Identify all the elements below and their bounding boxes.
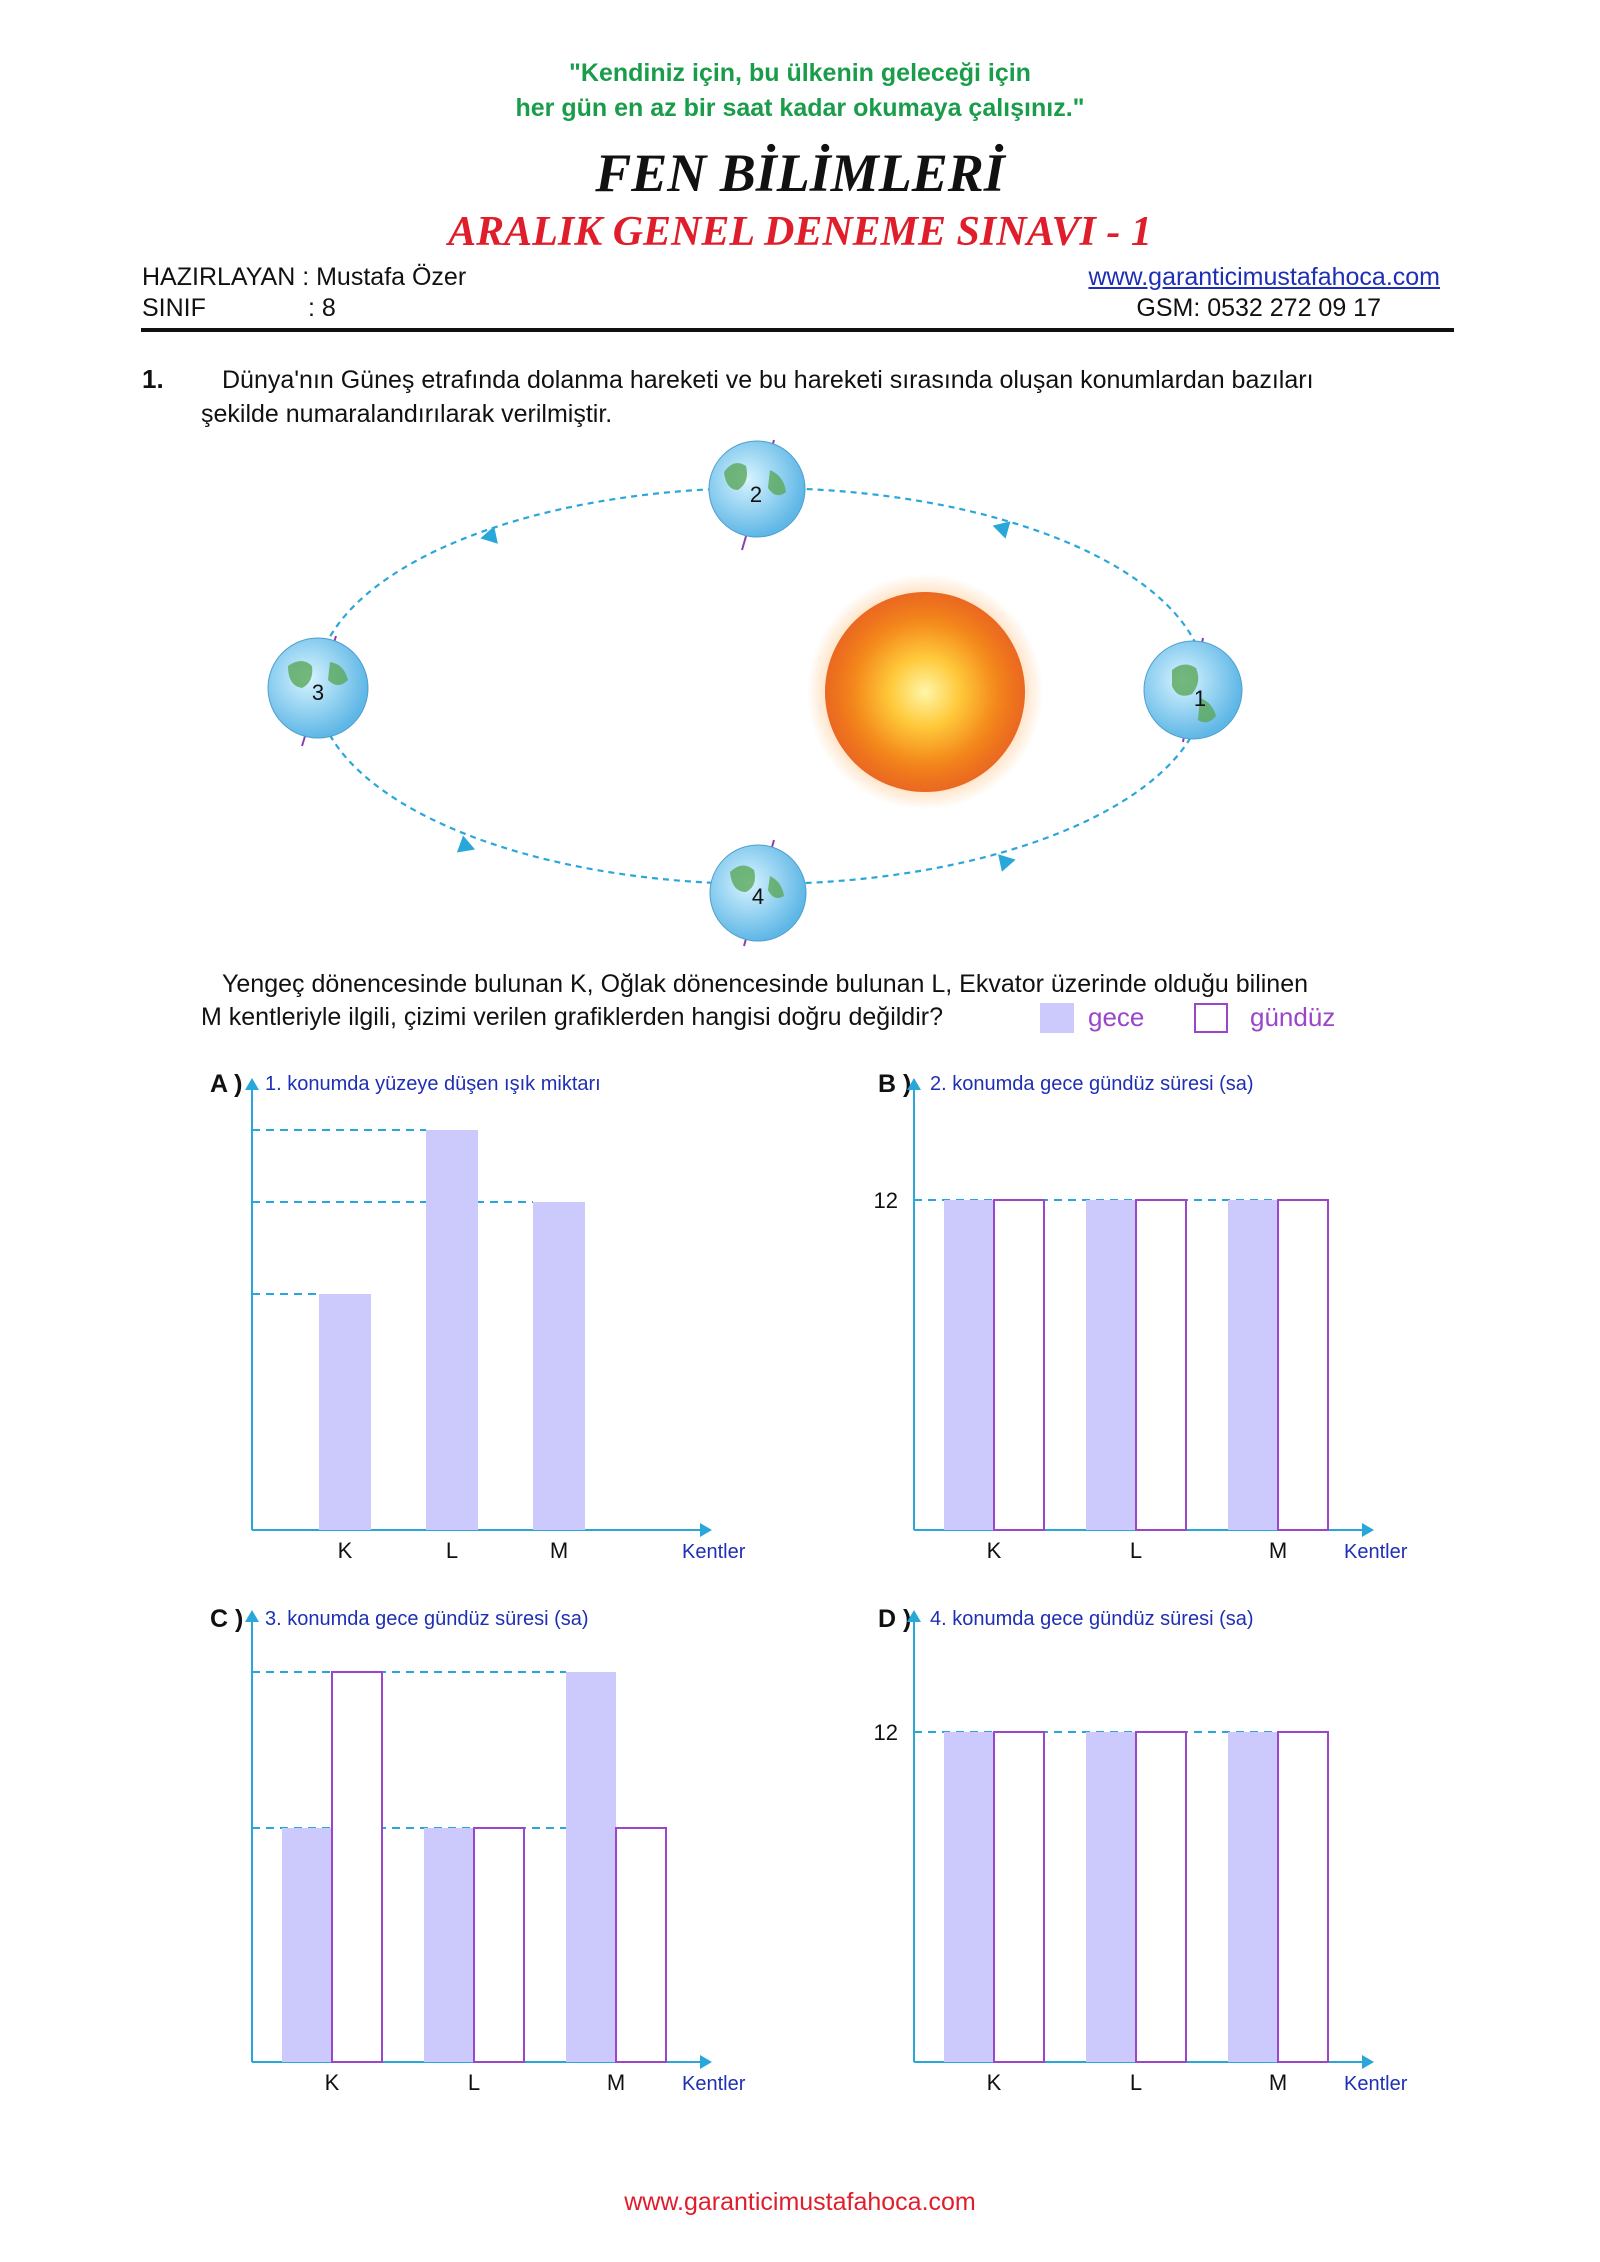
bar-K [319,1294,371,1530]
option-b-title: 2. konumda gece gündüz süresi (sa) [930,1073,1254,1095]
earth-label-3: 3 [311,680,325,705]
x-tick-label: M [606,2070,626,2095]
bar-K-day [994,1200,1044,1530]
x-tick-label: M [549,1538,569,1563]
earth-label-4: 4 [751,884,765,909]
orbit-diagram [0,430,1600,970]
x-axis-arrow [700,1523,712,1537]
earth-label-2: 2 [749,482,763,507]
earth-position-1 [1144,638,1242,742]
sun [807,574,1043,810]
x-tick-label: L [445,1538,459,1563]
chart-c [245,1610,746,2095]
bar-M-night [1228,1200,1278,1530]
x-tick-label: M [1268,1538,1288,1563]
y-axis-arrow [907,1610,921,1622]
website-link[interactable]: www.garanticimustafahoca.com [1088,263,1440,291]
question-number: 1. [142,364,164,394]
option-d-letter[interactable]: D ) [878,1605,912,1633]
bar-K-day [332,1672,382,2062]
option-d-title: 4. konumda gece gündüz süresi (sa) [930,1608,1254,1630]
orbit-arrow [478,526,497,547]
y-axis-arrow [245,1078,259,1090]
x-axis-label: Kentler [1344,2073,1408,2095]
bar-L-night [1086,1732,1136,2062]
earth-position-3 [268,636,368,746]
orbit-arrow [998,851,1017,872]
bar-K-night [282,1828,332,2062]
bar-L-day [1136,1200,1186,1530]
legend-night-swatch [1040,1003,1074,1033]
class-value: : 8 [308,294,336,322]
x-tick-label: K [324,2070,340,2095]
x-tick-label: K [986,2070,1002,2095]
x-axis-label: Kentler [682,1541,746,1563]
x-axis-arrow [700,2055,712,2069]
earth-label-1: 1 [1193,686,1207,711]
bar-M-night [1228,1732,1278,2062]
bar-K-night [944,1200,994,1530]
page-title: FEN BİLİMLERİ [595,143,1005,203]
option-a-title: 1. konumda yüzeye düşen ışık miktarı [265,1073,601,1095]
x-axis-label: Kentler [682,2073,746,2095]
x-tick-label: L [1129,2070,1143,2095]
x-tick-label: L [1129,1538,1143,1563]
bar-M-night [566,1672,616,2062]
x-tick-label: M [1268,2070,1288,2095]
phone-number: GSM: 0532 272 09 17 [1136,294,1381,322]
legend-night-label: gece [1088,1002,1145,1032]
chart-d [874,1610,1408,2095]
option-c-letter[interactable]: C ) [210,1605,244,1633]
x-axis-arrow [1362,1523,1374,1537]
prepared-by: HAZIRLAYAN : Mustafa Özer [142,263,467,291]
earth-position-2 [709,440,805,550]
bar-L-night [1086,1200,1136,1530]
bar-M-day [616,1828,666,2062]
bar-L-day [1136,1732,1186,2062]
chart-a [245,1078,746,1563]
legend-day-swatch [1194,1003,1228,1033]
chart-b [874,1078,1408,1563]
motto-line-2: her gün en az bir saat kadar okumaya çalışınız." [515,94,1085,122]
footer-website[interactable]: www.garanticimustafahoca.com [624,2188,976,2216]
question-prompt-line-1: Yengeç dönencesinde bulunan K, Oğlak dönencesinde bulunan L, Ekvator üzerinde olduğu bilinen [222,970,1309,998]
y-axis-arrow [245,1610,259,1622]
legend-day-label: gündüz [1250,1002,1336,1032]
answer-charts [0,1040,1600,2160]
option-c-title: 3. konumda gece gündüz süresi (sa) [265,1608,589,1630]
y-axis-arrow [907,1078,921,1090]
bar-M [533,1202,585,1530]
bar-M-day [1278,1200,1328,1530]
class-label: SINIF [142,294,206,322]
y-tick-label: 12 [873,1720,898,1745]
bar-L [426,1130,478,1530]
bar-L-night [424,1828,474,2062]
x-tick-label: K [986,1538,1002,1563]
bar-K-night [944,1732,994,2062]
option-a-letter[interactable]: A ) [210,1070,243,1098]
question-prompt-line-2: M kentleriyle ilgili, çizimi verilen grafiklerden hangisi doğru değildir? [201,1003,943,1031]
earth-position-4 [710,840,806,946]
y-tick-label: 12 [873,1188,898,1213]
question-intro-line-2: şekilde numaralandırılarak verilmiştir. [201,400,613,428]
orbit-path [316,488,1206,884]
x-axis-arrow [1362,2055,1374,2069]
motto-line-1: "Kendiniz için, bu ülkenin geleceği için [569,59,1031,87]
x-axis-label: Kentler [1344,1541,1408,1563]
x-tick-label: L [467,2070,481,2095]
x-tick-label: K [337,1538,353,1563]
orbit-arrow [457,836,478,858]
exam-subtitle: ARALIK GENEL DENEME SINAVI - 1 [448,209,1152,255]
question-intro-line-1: Dünya'nın Güneş etrafında dolanma hareketi ve bu hareketi sırasında oluşan konumlardan bazıları [222,366,1314,394]
header-rule [141,328,1454,332]
bar-K-day [994,1732,1044,2062]
bar-M-day [1278,1732,1328,2062]
option-b-letter[interactable]: B ) [878,1070,912,1098]
bar-L-day [474,1828,524,2062]
